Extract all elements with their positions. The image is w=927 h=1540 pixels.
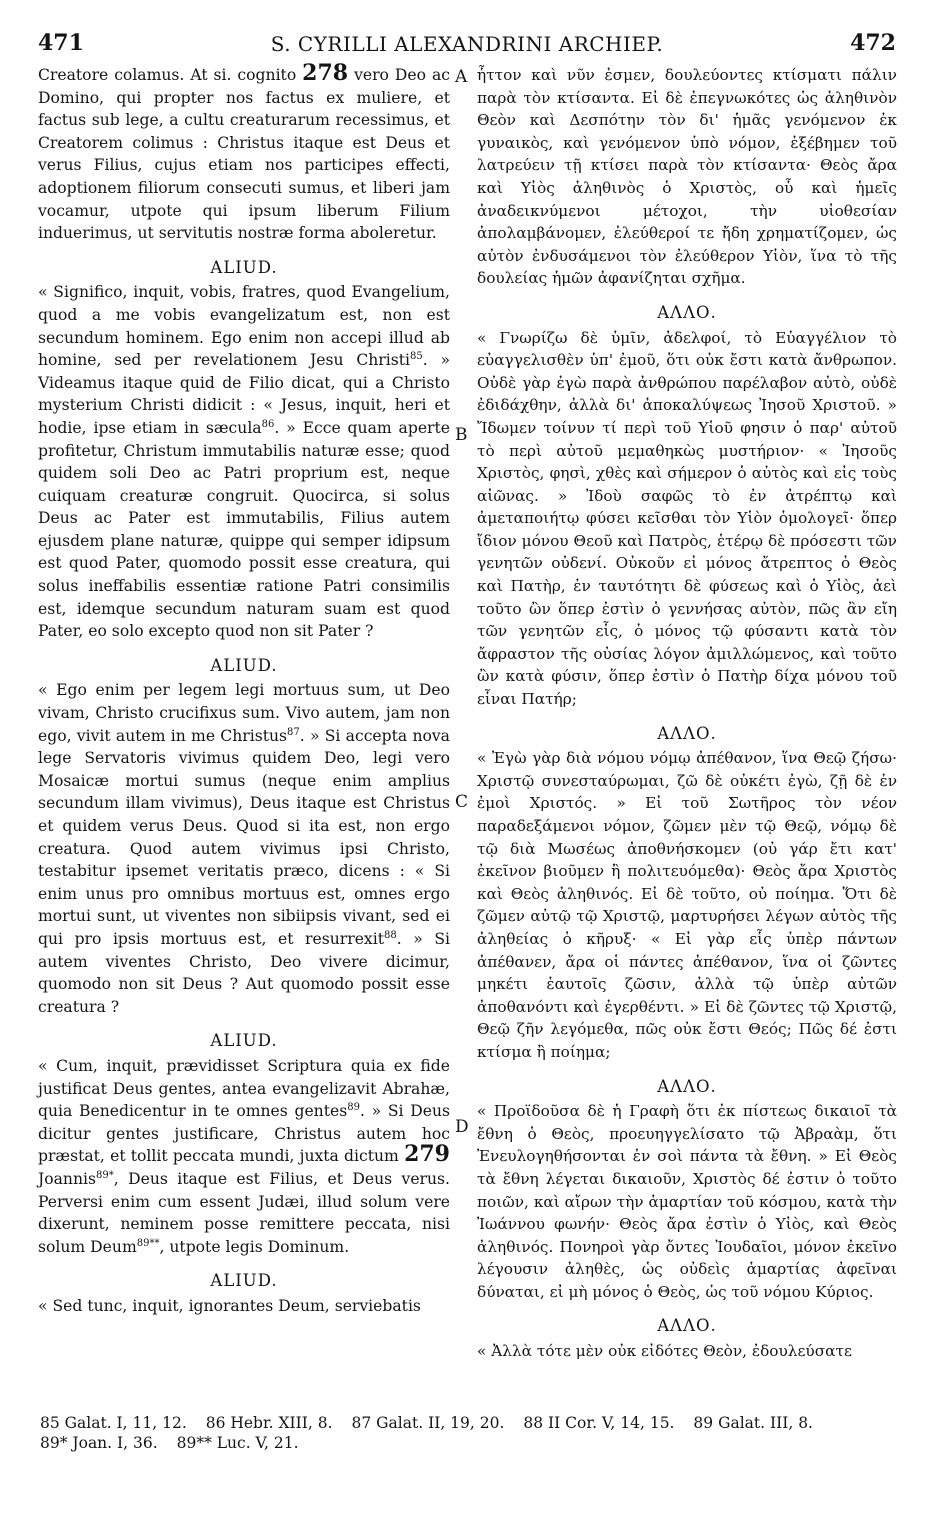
text-run: Joannis	[38, 1169, 97, 1188]
footnote-row	[40, 1413, 900, 1433]
latin-paragraph	[38, 1055, 450, 1258]
footnote: 89** Luc. V, 21.	[176, 1434, 299, 1452]
footnote: 85 Galat. I, 11, 12.	[40, 1414, 187, 1432]
footnote: 88 II Cor. V, 14, 15.	[523, 1414, 675, 1432]
margin-number: 279	[404, 1141, 450, 1168]
footnote: 89 Galat. III, 8.	[693, 1414, 813, 1432]
greek-column	[477, 64, 897, 1363]
running-title: S. CYRILLI ALEXANDRINI ARCHIEP.	[270, 32, 664, 56]
footnotes	[40, 1413, 900, 1453]
section-heading: ΑΛΛΟ.	[657, 1316, 717, 1336]
page-number-right: 472	[850, 30, 896, 56]
text-run: . » Videamus itaque quid de Filio dicat, qui a Christo mysterium Christi didicit : « Jesus, inquit, heri et hodie, ipse etiam in sæcula	[38, 351, 450, 437]
page-header	[38, 30, 896, 60]
latin-paragraph	[38, 679, 450, 1018]
footnote-ref: 89*	[96, 1169, 114, 1181]
text-run: , utpote legis Dominum.	[159, 1237, 350, 1256]
footnote-ref: 86	[261, 418, 275, 430]
footnote: 86 Hebr. XIII, 8.	[205, 1414, 333, 1432]
greek-paragraph: « Προϊδοῦσα δὲ ἡ Γραφὴ ὅτι ἐκ πίστεως δικαιοῖ τὰ ἔθνη ὁ Θεὸς, προευηγγελίσατο τῷ Ἀβραὰμ, ὅτι Ἐνευλογηθήσονται ἐν σοὶ πάντα τὰ ἔθνη. » Εἰ Θεὸς τὰ ἔθνη λέγεται δικαιοῦν, Χριστὸς δέ ἐστιν ὁ τοῦτο ποιῶν, καὶ αἴρων τὴν ἁμαρτίαν τοῦ κόσμου, κατὰ τὴν Ἰωάννου φωνήν· Θεὸς ἄρα ἐστὶν ὁ Υἱὸς, καὶ Θεὸς ἀληθινός. Πονηροὶ γὰρ ὄντες Ἰουδαῖοι, μόνον ἐκεῖνο λέγουσιν ἀληθὲς, ὡς οὐδεὶς ἁμαρτίας ἀφεῖναι δύναται, εἰ μὴ μόνος ὁ Θεὸς, ὡς τοῦ νόμου Κύριος.	[477, 1102, 897, 1301]
section-heading: ΑΛΛΟ.	[657, 723, 717, 743]
section-mark-c: C	[455, 792, 469, 812]
text-run: « Cum, inquit, prævidisset Scriptura quia ex fide justificat Deus gentes, antea evangelizavit Abrahæ, quia Benedicentur in te omnes gentes	[38, 1056, 450, 1121]
text-run: Creatore colamus. At si. cognito	[38, 66, 297, 84]
section-heading: ALIUD.	[210, 655, 278, 675]
page-number-left: 471	[38, 30, 84, 56]
section-mark-d: D	[455, 1117, 469, 1137]
text-run: « Ego enim per legem legi mortuus sum, ut Deo vivam, Christo crucifixus sum. Vivo autem, jam non ego, vivit autem in me Christus	[38, 681, 450, 745]
section-mark-b: B	[455, 425, 468, 445]
section-heading: ALIUD.	[210, 257, 278, 277]
greek-paragraph: « Γνωρίζω δὲ ὑμῖν, ἀδελφοί, τὸ Εὐαγγέλιον τὸ εὐαγγελισθὲν ὑπ' ἐμοῦ, ὅτι οὐκ ἔστι κατὰ ἄνθρωπον. Οὐδὲ γὰρ ἐγὼ παρὰ ἀνθρώπου παρέλαβον αὐτὸ, οὐδὲ ἐδιδάχθην, ἀλλὰ δι' ἀποκαλύψεως Ἰησοῦ Χριστοῦ. » Ἴδωμεν τοίνυν τί περὶ τοῦ Υἱοῦ φησιν ὁ παρ' αὐτοῦ τὸ περὶ αὐτοῦ μεμαθηκὼς μυστήριον· « Ἰησοῦς Χριστὸς, φησὶ, χθὲς καὶ σήμερον ὁ αὐτὸς καὶ εἰς τοὺς αἰῶνας. » Ἰδοὺ σαφῶς τὸ ἐν ἀτρέπτῳ καὶ ἀμεταποιήτῳ φύσει κεῖσθαι τὸν Υἱὸν ὁμολογεῖ· ὅπερ ἴδιον μόνου Θεοῦ καὶ Πατρὸς, ἑτέρῳ δὲ πρόσεστι τῶν γενητῶν οὐδενί. Οὐκοῦν εἰ μόνος ἄτρεπτος ὁ Θεὸς καὶ Πατὴρ, ἐν ταυτότητι δὲ φύσεως καὶ ὁ Υἱὸς, ἀεὶ τοῦτο ὢν ὅπερ ἐστὶν ὁ γεννήσας αὐτὸν, πῶς ἂν εἴη τῶν γενητῶν εἷς, ὁ μόνος τῷ φύσαντι κατὰ τὸν ἄφραστον τῆς οὐσίας λόγον ἀμιλλώμενος, καὶ τοῦτο ὢν κατὰ φύσιν, ὅπερ ἐστὶν ὁ Πατὴρ δίχα μόνου τοῦ εἶναι Πατήρ;	[477, 328, 897, 709]
greek-paragraph: ἧττον καὶ νῦν ἐσμεν, δουλεύοντες κτίσματι πάλιν παρὰ τὸν κτίσαντα. Εἰ δὲ ἐπεγνωκότες ὡς ἀληθινὸν Θεὸν καὶ Δεσπότην τὸν δι' ἡμᾶς γενόμενον ἐκ γυναικὸς, καὶ γενόμενον ὑπὸ νόμον, ἐξέβημεν τοῦ λατρεύειν τῇ κτίσει παρὰ τὸν κτίσαντα· Θεὸς ἄρα καὶ Υἱὸς ἀληθινὸς ὁ Χριστὸς, οὗ καὶ ἡμεῖς ἀναδεικνύμενοι μέτοχοι, τὴν υἱοθεσίαν ἀπολαμβάνομεν, ἐλεύθεροί τε ἤδη χρηματίζομεν, ὡς αὐτὸν ἐνδυσάμενοι τὸν ἐλεύθερον Υἱὸν, ἵνα τὸ τῆς δουλείας ἡμῶν ἀφανίζηται σχῆμα.	[477, 66, 897, 288]
footnote: 87 Galat. II, 19, 20.	[351, 1414, 505, 1432]
footnote-ref: 88	[383, 929, 397, 941]
section-heading: ΑΛΛΟ.	[657, 302, 717, 322]
text-run: . » Si Deus dicitur gentes justificare, Christus autem hoc præstat, et tollit peccata mundi, juxta dictum	[38, 1102, 450, 1166]
greek-paragraph: « Ἐγὼ γὰρ διὰ νόμου νόμῳ ἀπέθανον, ἵνα Θεῷ ζήσω· Χριστῷ συνεσταύρωμαι, ζῶ δὲ οὐκέτι ἐγὼ, ζῇ δὲ ἐν ἐμοὶ Χριστός. » Εἰ τοῦ Σωτῆρος τὸν νέον παραδεξάμενοι νόμον, ζῶμεν μὲν τῷ Θεῷ, νόμῳ δὲ τῷ διὰ Μωσέως ἀποθνήσκομεν (οὐ γάρ ἔτι κατ' ἐκεῖνον βιοῦμεν ἢ πολιτευόμεθα)· Θεὸς ἄρα Χριστὸς καὶ Θεὸς ἀληθινός. Εἰ δὲ τοῦτο, οὐ ποίημα. Ὅτι δὲ ζῶμεν αὐτῷ τῷ Χριστῷ, μαρτυρήσει λέγων αὐτὸς τῆς ἀληθείας ὁ κῆρυξ· « Εἰ γὰρ εἷς ὑπὲρ πάντων ἀπέθανεν, ἄρα οἱ πάντες ἀπέθανον, ἵνα οἱ ζῶντες μηκέτι ἑαυτοῖς ζῶσιν, ἀλλὰ τῷ ὑπὲρ αὐτῶν ἀποθανόντι καὶ ἐγερθέντι. » Εἰ δὲ ζῶντες τῷ Χριστῷ, Θεῷ ζῆν λεγόμεθα, πῶς οὐκ ἔστι Θεός; Πῶς δέ ἐστι κτίσμα ἢ ποίημα;	[477, 749, 897, 1061]
section-mark-a: A	[455, 67, 468, 87]
latin-column	[38, 60, 450, 1317]
margin-number: 278	[302, 60, 349, 86]
latin-paragraph	[38, 281, 450, 643]
text-run: vero Deo ac Domino, qui propter nos factus ex muliere, et factus sub lege, a cultu creaturarum recessimus, et Creatorem colimus : Christus itaque est Deus et verus Filius, cujus etiam nos participes effecti, adoptionem filiorum consecuti sumus, et liberi jam vocamur, utpote qui ipsum liberum Filium induerimus, ut servitutis nostræ forma aboleretur.	[38, 66, 450, 243]
footnote-row	[40, 1433, 900, 1453]
footnote-ref: 89	[347, 1101, 360, 1113]
text-run: . » Ecce quam aperte profitetur, Christum immutabilis naturæ esse; quod quidem soli Deo ac Patri proprium est, neque cuiquam creaturæ congruit. Quocirca, si solus Deus ac Pater est immutabilis, Filius autem ejusdem plane naturæ, quippe qui semper idipsum est quod Pater, quomodo possit esse creatura, qui solus ineffabilis essentiæ ratione Patri consimilis est, idemque secundum naturam suam est quod Pater, eo solo excepto quod non sit Pater ?	[38, 418, 450, 641]
footnote-ref: 87	[287, 726, 300, 738]
latin-paragraph: « Sed tunc, inquit, ignorantes Deum, serviebatis	[38, 1296, 421, 1315]
text-run: . » Si autem viventes Christo, Deo vivere dicimur, quomodo non sit Deus ? Aut quomodo possit esse creatura ?	[38, 929, 450, 1016]
greek-paragraph: « Ἀλλὰ τότε μὲν οὐκ εἰδότες Θεὸν, ἐδουλεύσατε	[477, 1342, 852, 1361]
footnote: 89* Joan. I, 36.	[40, 1434, 158, 1452]
text-run: , Deus itaque est Filius, et Deus verus. Perversi enim cum essent Judæi, illud solum vere dixerunt, neminem posse remittere peccata, nisi solum Deum	[38, 1169, 450, 1256]
text-run: « Significo, inquit, vobis, fratres, quod Evangelium, quod a me vobis evangelizatum est, non est secundum hominem. Ego enim non accepi illud ab homine, sed per revelationem Jesu Christi	[38, 283, 450, 370]
text-run: . » Si accepta nova lege Servatoris vivimus quidem Deo, legi vero Mosaicæ mortui sumus (neque enim amplius secundum illam vivimus), Deus itaque est Christus et quidem verus Deus. Quod si ita est, non ergo creatura. Quod autem vivimus ipsi Christo, testabitur ipsemet veritatis præco, dicens : « Si enim unus pro omnibus mortuus est, omnes ergo mortui sunt, ut viventes non sibiipsis vivant, sed ei qui pro ipsis mortuus est, et resurrexit	[38, 726, 450, 948]
latin-paragraph	[38, 60, 450, 245]
section-heading: ΑΛΛΟ.	[657, 1076, 717, 1096]
footnote-ref: 89**	[136, 1237, 160, 1249]
section-heading: ALIUD.	[210, 1271, 278, 1291]
section-heading: ALIUD.	[210, 1031, 278, 1051]
footnote-ref: 85	[410, 350, 423, 362]
